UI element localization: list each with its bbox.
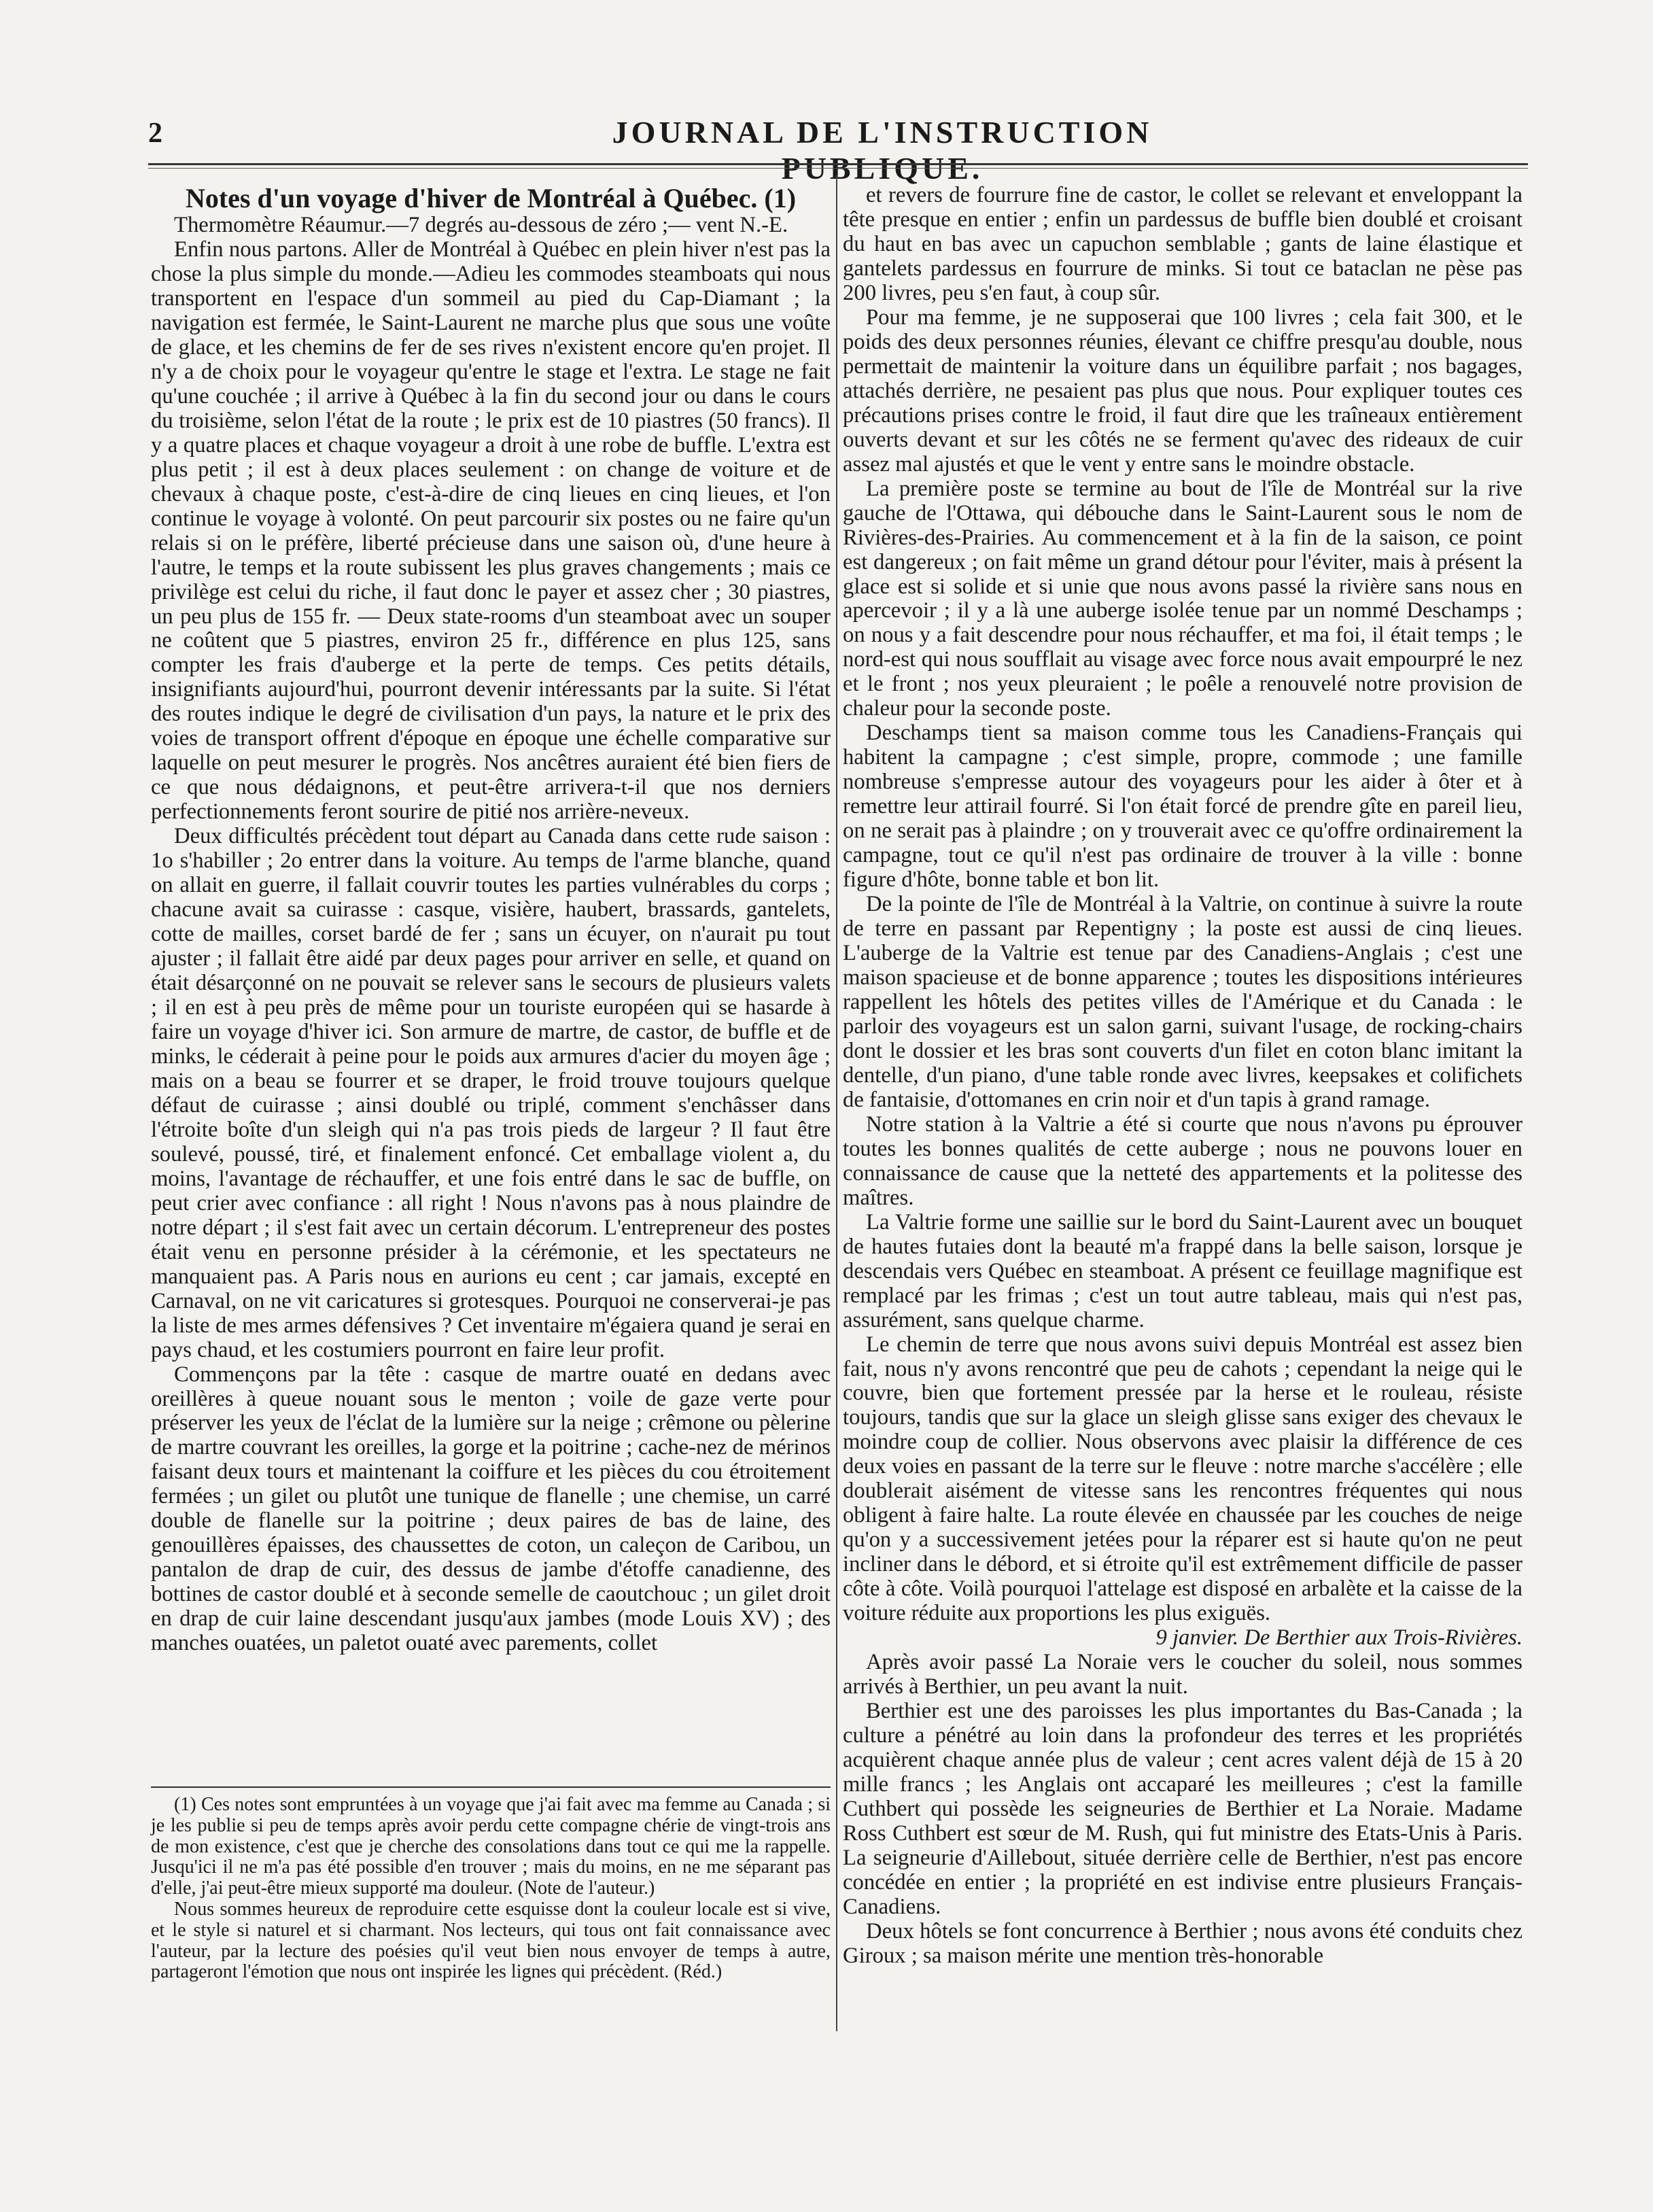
- footnote: (1) Ces notes sont empruntées à un voyage que j'ai fait avec ma femme au Canada ; si je les publie si peu de temps après avoir perdu cette compagne chérie de vingt-trois ans de mon existence, c'est que je cherche des consolations dans tout ce qui me la rappelle. Jusqu'ici il ne m'a pas été possible d'en trouver ; mais du moins, en ne me séparant pas d'elle, j'ai peut-être mieux supporté ma douleur. (Note de l'auteur.): [151, 1794, 831, 1899]
- paragraph: Commençons par la tête : casque de martre ouaté en dedans avec oreillères à queue nouant sous le menton ; voile de gaze verte pour préserver les yeux de l'éclat de la lumière sur la neige ; crêmone ou pèlerine de martre couvrant les oreilles, la gorge et la poitrine ; cache-nez de mérinos faisant deux tours et maintenant la coiffure et les pièces du cou étroitement fermées ; un gilet ou plutôt une tunique de flanelle ; une chemise, un carré double de flanelle sur la poitrine ; deux paires de bas de laine, des genouillères épaisses, des chaussettes de coton, un caleçon de Caribou, un pantalon de drap de cuir, des dessus de jambe d'étoffe canadienne, des bottines de castor doublé et à seconde semelle de caoutchouc ; un gilet droit en drap de cuir laine descendant jusqu'aux jambes (mode Louis XV) ; des manches ouatées, un paletot ouaté avec parements, collet: [151, 1362, 831, 1656]
- paragraph: Notre station à la Valtrie a été si courte que nous n'avons pu éprouver toutes les bonnes qualités de cette auberge ; nous ne pouvons louer en connaissance de cause que la netteté des appartements et la politesse des maîtres.: [843, 1111, 1522, 1210]
- paragraph: Enfin nous partons. Aller de Montréal à Québec en plein hiver n'est pas la chose la plus simple du monde.—Adieu les commodes steamboats qui nous transportent en l'espace d'un sommeil au pied du Cap-Diamant ; la navigation est fermée, le Saint-Laurent ne marche plus que sous une voûte de glace, et les chemins de fer de ses rives n'existent encore qu'en projet. Il n'y a de choix pour le voyageur qu'entre le stage et l'extra. Le stage ne fait qu'une couchée ; il arrive à Québec à la fin du second jour ou dans le cours du troisième, selon l'état de la route ; le prix est de 10 piastres (50 francs). Il y a quatre places et chaque voyageur a droit à une robe de buffle. L'extra est plus petit ; il est à deux places seulement : on change de voiture et de chevaux à chaque poste, c'est-à-dire de cinq lieues en cinq lieues, et l'on continue le voyage à volonté. On peut parcourir six postes ou ne faire qu'un relais si on le préfère, liberté précieuse dans une saison où, d'une heure à l'autre, le temps et la route subissent les plus graves changements ; mais ce privilège est celui du riche, il faut donc le payer et assez cher ; 30 piastres, un peu plus de 155 fr. — Deux state-rooms d'un steamboat avec un souper ne coûtent que 5 piastres, environ 25 fr., différence en plus 125, sans compter les frais d'auberge et la perte de temps. Ces petits détails, insignifiants aujourd'hui, pourront devenir intéressants par la suite. Si l'état des routes indique le degré de civilisation d'un pays, la nature et le prix des voies de transport offrent d'époque en époque une échelle comparative sur laquelle on peut mesurer le progrès. Nos ancêtres auraient été bien fiers de ce que nous dédaignons, et peut-être arrivera-t-il que nos derniers perfectionnements feront sourire de pitié nos arrière-neveux.: [151, 237, 831, 825]
- footnote: Nous sommes heureux de reproduire cette esquisse dont la couleur locale est si vive, et le style si naturel et si charmant. Nos lecteurs, qui tous ont fait connaissance avec l'auteur, par la lecture des poésies qu'il veut bien nous envoyer de temps à autre, partageront l'émotion que nous ont inspirée les lignes qui précèdent. (Réd.): [151, 1898, 831, 1983]
- footnote-rule: [151, 1786, 831, 1788]
- column-divider: [836, 175, 837, 2031]
- article-title: Notes d'un voyage d'hiver de Montréal à Québec. (1): [185, 183, 797, 213]
- dateline: 9 janvier. De Berthier aux Trois-Rivières.: [1155, 1625, 1522, 1651]
- journal-title: JOURNAL DE L'INSTRUCTION PUBLIQUE.: [612, 115, 1153, 186]
- paragraph: Thermomètre Réaumur.—7 degrés au-dessous de zéro ;— vent N.-E.: [174, 213, 788, 237]
- paragraph: et revers de fourrure fine de castor, le collet se relevant et enveloppant la tête presque en entier ; enfin un pardessus de buffle bien doublé et croisant du haut en bas avec un capuchon semblable ; gants de laine élastique et gantelets pardessus en fourrure de minks. Si tout ce bataclan ne pèse pas 200 livres, peu s'en faut, à coup sûr.: [843, 183, 1522, 305]
- paragraph: Le chemin de terre que nous avons suivi depuis Montréal est assez bien fait, nous n'y avons rencontré que peu de cahots ; cependant la neige qui le couvre, bien que fortement pressée par la herse et le rouleau, résiste toujours, tandis que sur la glace un sleigh glisse sans exiger des chevaux le moindre coup de collier. Nous observons avec plaisir la différence de ces deux voies en passant de la terre sur le fleuve : notre marche s'accélère ; elle doublerait aisément de vitesse sans les rencontres fréquentes qui nous obligent à faire halte. La route élevée en chaussée par les couches de neige qu'on y a successivement jetées pour la réparer est si haute qu'on ne peut incliner dans le débord, et si étroite qu'il est extrêmement difficile de passer côte à côte. Voilà pourquoi l'attelage est disposé en arbalète et la caisse de la voiture réduite aux proportions les plus exiguës.: [843, 1332, 1522, 1626]
- paragraph: La première poste se termine au bout de l'île de Montréal sur la rive gauche de l'Ottawa, qui débouche dans le Saint-Laurent sous le nom de Rivières-des-Prairies. Au commencement et à la fin de la saison, ce point est dangereux ; on fait même un grand détour pour l'éviter, mais à présent la glace est si solide et si unie que nous avons passé la rivière sans nous en apercevoir ; il y a là une auberge isolée tenue par un nommé Deschamps ; on nous y a fait descendre pour nous réchauffer, et ma foi, il était temps ; le nord-est qui nous soufflait au visage avec force nous avait empourpré le nez et le front ; nos yeux pleuraient ; le poêle a renouvelé notre provision de chaleur pour la seconde poste.: [843, 476, 1522, 721]
- page-header: [148, 114, 1528, 186]
- header-rule: [148, 163, 1528, 169]
- footnotes: [151, 1795, 831, 1983]
- right-column: [843, 184, 1522, 1969]
- paragraph: De la pointe de l'île de Montréal à la Valtrie, on continue à suivre la route de terre en passant par Repentigny ; la poste est aussi de cinq lieues. L'auberge de la Valtrie est tenue par des Canadiens-Anglais ; c'est une maison spacieuse et de bonne apparence ; toutes les dispositions intérieures rappellent les hôtels des petites villes de l'Amérique et du Canada : le parloir des voyageurs est un salon garni, suivant l'usage, de rocking-chairs dont le dossier et les bras sont couverts d'un filet en coton blanc imitant la dentelle, d'un piano, d'une table ronde avec livres, keepsakes et colifichets de fantaisie, d'ottomanes en crin noir et d'un tapis à grand ramage.: [843, 892, 1522, 1112]
- paragraph: Deux difficultés précèdent tout départ au Canada dans cette rude saison : 1o s'habiller ; 2o entrer dans la voiture. Au temps de l'arme blanche, quand on allait en guerre, il fallait couvrir toutes les parties vulnérables du corps ; chacune avait sa cuirasse : casque, visière, haubert, brassards, gantelets, cotte de mailles, corset bardé de fer ; sans un écuyer, on n'aurait pu tout ajuster ; il fallait être aidé par deux pages pour arriver en selle, et quand on était désarçonné on ne pouvait se relever sans le secours de plusieurs valets ; il en est à peu près de même pour un touriste européen qui se hasarde à faire un voyage d'hiver ici. Son armure de martre, de castor, de buffle et de minks, le céderait à peine pour le poids aux armures d'acier du moyen âge ; mais on a beau se fourrer et se draper, le froid trouve toujours quelque défaut de cuirasse ; ainsi doublé ou triplé, comment s'enchâsser dans l'étroite boîte d'un sleigh qui n'a pas trois pieds de largeur ? Il faut être soulevé, poussé, tiré, et finalement enfoncé. Cet emballage violent a, du moins, l'avantage de réchauffer, et une fois entré dans le sac de buffle, on peut crier avec confiance : all right ! Nous n'avons pas à nous plaindre de notre départ ; il s'est fait avec un certain décorum. L'entrepreneur des postes était venu en personne présider à la cérémonie, et les spectateurs ne manquaient pas. A Paris nous en aurions eu cent ; car jamais, excepté en Carnaval, on ne vit caricatures si grotesques. Pourquoi ne conserverai-je pas la liste de mes armes défensives ? Cet inventaire m'égaiera quand je serai en pays chaud, et les costumiers pourront en faire leur profit.: [151, 824, 831, 1362]
- left-column: [151, 184, 831, 1656]
- paragraph: La Valtrie forme une saillie sur le bord du Saint-Laurent avec un bouquet de hautes futaies dont la beauté m'a frappé dans la belle saison, lorsque je descendais vers Québec en steamboat. A présent ce feuillage magnifique est remplacé par les frimas ; c'est un tout autre tableau, mais qui n'est pas, assurément, sans quelque charme.: [843, 1209, 1522, 1332]
- paragraph: Après avoir passé La Noraie vers le coucher du soleil, nous sommes arrivés à Berthier, un peu avant la nuit.: [843, 1650, 1522, 1699]
- paragraph: Pour ma femme, je ne supposerai que 100 livres ; cela fait 300, et le poids des deux personnes réunies, élevant ce chiffre presqu'au double, nous permettait de maintenir la voiture dans un équilibre parfait ; nos bagages, attachés derrière, ne pesaient pas plus que nous. Pour expliquer toutes ces précautions prises contre le froid, il faut dire que les traîneaux entièrement ouverts devant et sur les côtés ne se ferment qu'avec des rideaux de cuir assez mal ajustés et que le vent y entre sans le moindre obstacle.: [843, 305, 1522, 477]
- page-number: 2: [148, 118, 162, 149]
- paragraph: Berthier est une des paroisses les plus importantes du Bas-Canada ; la culture a pénétré au loin dans la profondeur des terres et les propriétés acquièrent chaque année plus de valeur ; cent acres valent déjà de 15 à 20 mille francs ; les Anglais ont accaparé les meilleures ; c'est la famille Cuthbert qui possède les seigneuries de Berthier et La Noraie. Madame Ross Cuthbert est sœur de M. Rush, qui fut ministre des Etats-Unis à Paris. La seigneurie d'Aillebout, située derrière celle de Berthier, n'est pas encore concédée en entier ; la propriété en est indivise entre plusieurs Français-Canadiens.: [843, 1699, 1522, 1919]
- paragraph: Deux hôtels se font concurrence à Berthier ; nous avons été conduits chez Giroux ; sa maison mérite une mention très-honorable: [843, 1918, 1522, 1968]
- paragraph: Deschamps tient sa maison comme tous les Canadiens-Français qui habitent la campagne ; c'est simple, propre, commode ; une famille nombreuse s'empresse autour des voyageurs pour les aider à ôter et à remettre leur attirail fourré. Si l'on était forcé de prendre gîte en pareil lieu, on ne serait pas à plaindre ; on y trouverait avec ce qu'offre ordinairement la campagne, tout ce qu'il n'est pas ordinaire de trouver à la ville : bonne figure d'hôte, bonne table et bon lit.: [843, 721, 1522, 893]
